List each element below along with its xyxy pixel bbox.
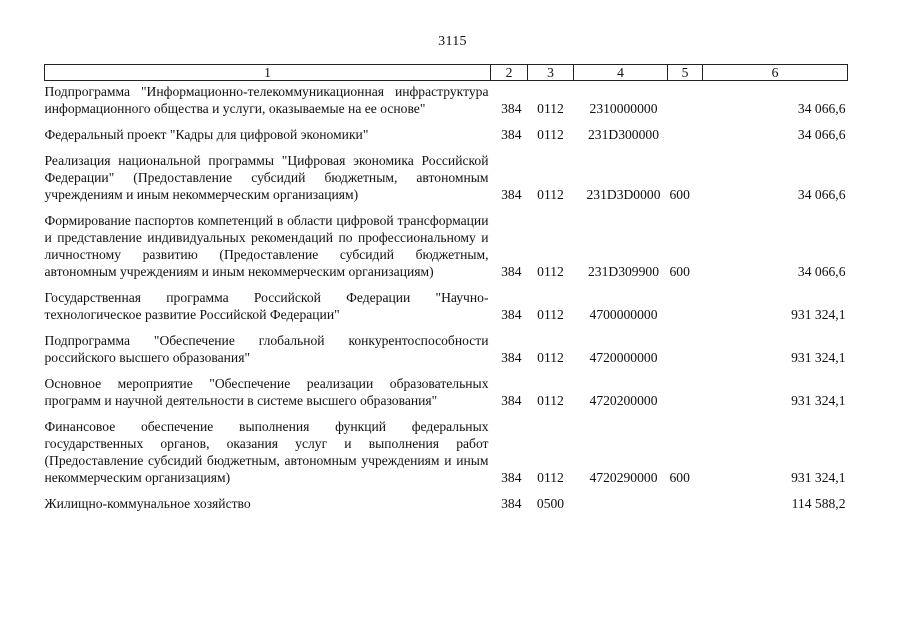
row-target-code xyxy=(574,495,668,512)
row-target-code: 4720290000 xyxy=(589,470,658,485)
table-row xyxy=(45,126,848,152)
header-col-3: 3 xyxy=(528,65,574,81)
row-amount: 114 588,2 xyxy=(791,496,846,511)
row-ministry-code: 384 xyxy=(501,187,522,202)
row-name: Подпрограмма "Обеспечение глобальной конкурентоспособности российского высшего образования" xyxy=(44,333,489,365)
page-number: 3115 xyxy=(438,34,467,49)
row-expense-code xyxy=(668,375,703,418)
row-target-code: 231D309900 xyxy=(588,264,659,279)
row-ministry-code: 384 xyxy=(501,127,522,142)
row-ministry-code: 384 xyxy=(501,101,522,116)
row-section-code: 0112 xyxy=(537,307,564,322)
header-col-2: 2 xyxy=(491,65,528,81)
row-expense-code xyxy=(668,81,703,127)
table-header xyxy=(45,65,848,81)
row-amount: 931 324,1 xyxy=(791,350,846,365)
row-ministry-code: 384 xyxy=(501,470,522,485)
row-section-code: 0112 xyxy=(537,101,564,116)
table-row xyxy=(45,212,848,289)
row-section-code: 0112 xyxy=(537,127,564,142)
row-name: Подпрограмма "Информационно-телекоммуникационная инфраструктура информационного общества и услуги, оказываемые на ее основе" xyxy=(44,84,489,116)
row-amount: 34 066,6 xyxy=(797,187,846,202)
row-expense-code: 600 xyxy=(669,470,690,485)
row-ministry-code: 384 xyxy=(501,264,522,279)
row-amount: 34 066,6 xyxy=(797,127,846,142)
row-amount: 34 066,6 xyxy=(797,264,846,279)
row-ministry-code: 384 xyxy=(501,496,522,511)
row-section-code: 0112 xyxy=(537,470,564,485)
row-target-code: 4720200000 xyxy=(589,393,658,408)
row-section-code: 0112 xyxy=(537,187,564,202)
row-expense-code: 600 xyxy=(669,187,690,202)
row-name: Жилищно-коммунальное хозяйство xyxy=(44,496,251,511)
row-target-code: 4720000000 xyxy=(589,350,658,365)
row-section-code: 0112 xyxy=(537,264,564,279)
row-section-code: 0500 xyxy=(536,496,565,511)
row-expense-code: 600 xyxy=(669,264,690,279)
budget-table xyxy=(44,64,848,512)
header-col-5: 5 xyxy=(668,65,703,81)
row-ministry-code: 384 xyxy=(501,350,522,365)
header-col-4: 4 xyxy=(574,65,668,81)
row-expense-code xyxy=(668,126,703,152)
row-name: Формирование паспортов компетенций в области цифровой трансформации и представление индивидуальных рекомендаций по профессиональному и личностному развитию (Предоставление субсидий бюджетным, автономным учреждениям и иным некоммерческим организациям) xyxy=(44,213,489,279)
row-name: Основное мероприятие "Обеспечение реализации образовательных программ и научной деятельности в системе высшего образования" xyxy=(44,376,489,408)
row-name: Реализация национальной программы "Цифровая экономика Российской Федерации" (Предоставление субсидий бюджетным, автономным учреждениям и иным некоммерческим организациям) xyxy=(44,153,489,202)
row-expense-code xyxy=(668,332,703,375)
row-ministry-code: 384 xyxy=(501,307,522,322)
table-row xyxy=(45,289,848,332)
row-section-code: 0112 xyxy=(537,350,564,365)
row-name: Государственная программа Российской Федерации "Научно-технологическое развитие Российской Федерации" xyxy=(44,290,489,322)
row-name: Финансовое обеспечение выполнения функций федеральных государственных органов, оказания услуг и выполнения работ (Предоставление субсидий бюджетным, автономным учреждениям и иным некоммерческим организациям) xyxy=(44,419,489,485)
table-row xyxy=(45,81,848,127)
row-amount: 931 324,1 xyxy=(791,307,846,322)
table-row xyxy=(45,152,848,212)
row-section-code: 0112 xyxy=(537,393,564,408)
row-target-code: 231D300000 xyxy=(588,127,659,142)
row-target-code: 231D3D0000 xyxy=(586,187,661,202)
row-name: Федеральный проект "Кадры для цифровой экономики" xyxy=(44,127,369,142)
header-col-6: 6 xyxy=(703,65,848,81)
row-expense-code xyxy=(668,495,703,512)
table-row xyxy=(45,375,848,418)
table-row xyxy=(45,332,848,375)
header-row xyxy=(45,65,848,81)
row-target-code: 4700000000 xyxy=(589,307,658,322)
row-amount: 931 324,1 xyxy=(791,393,846,408)
row-ministry-code: 384 xyxy=(501,393,522,408)
table-body xyxy=(45,81,848,513)
table-row xyxy=(45,495,848,512)
row-amount: 34 066,6 xyxy=(797,101,846,116)
row-expense-code xyxy=(668,289,703,332)
table-row xyxy=(45,418,848,495)
row-amount: 931 324,1 xyxy=(791,470,846,485)
row-target-code: 2310000000 xyxy=(589,101,658,116)
header-col-1: 1 xyxy=(45,65,491,81)
